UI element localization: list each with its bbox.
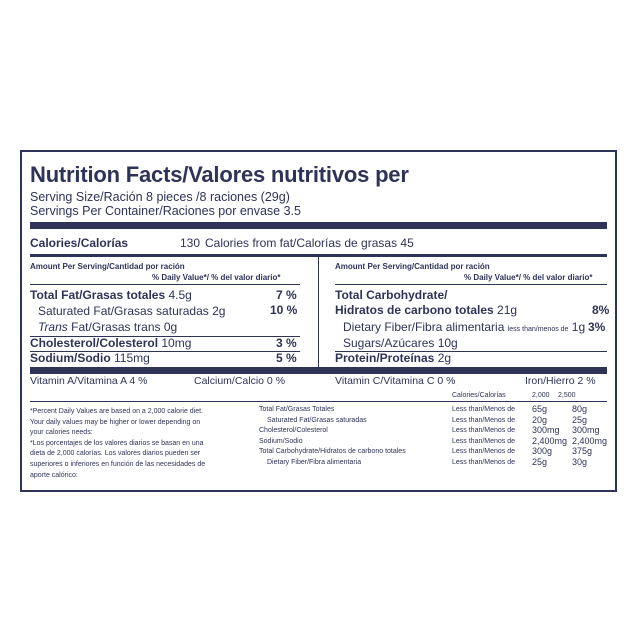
footnote-nutrients bbox=[259, 405, 406, 469]
sugars: Sugars/Azúcares 10g bbox=[343, 336, 458, 350]
footnote-es-4: aporte calórico: bbox=[30, 471, 78, 479]
sodium-dv: 5 % bbox=[276, 351, 297, 365]
footnote-text bbox=[30, 407, 205, 481]
footnote-en-3: your calories needs: bbox=[30, 429, 93, 437]
thick-rule-vitamins bbox=[30, 367, 607, 374]
column-divider bbox=[318, 257, 319, 367]
sodium-amount: 115mg bbox=[114, 351, 150, 365]
servings-per-container: Servings Per Container/Raciones por envase 3.5 bbox=[30, 204, 301, 218]
footnote-2000-values bbox=[532, 404, 567, 468]
protein-row bbox=[335, 351, 451, 365]
trans-fat-label: Fat/Grasas trans 0g bbox=[71, 320, 178, 334]
nutrition-facts-panel bbox=[20, 150, 617, 492]
cholesterol-amount: 10mg bbox=[161, 336, 192, 350]
footnote-es-3: superiores o inferiores en función de las necesidades de bbox=[30, 460, 206, 468]
footnote-row-v2: 25g bbox=[572, 414, 588, 425]
footnote-row-cond: Less than/Menos de bbox=[452, 437, 516, 445]
footnote-row-cond: Less than/Menos de bbox=[452, 427, 516, 435]
fiber-amount: 1g bbox=[571, 320, 586, 334]
total-fat-amount: 4.5g bbox=[168, 288, 192, 302]
fiber-dv: 3% bbox=[588, 320, 606, 334]
footnote-row-v2: 300mg bbox=[572, 425, 600, 436]
footnote-row-name: Total Fat/Grasas Totales bbox=[259, 406, 335, 413]
saturated-fat-dv: 10 % bbox=[270, 303, 298, 317]
total-carb-label: Total Carbohydrate/ bbox=[335, 288, 448, 302]
calcium: Calcium/Calcio 0 % bbox=[194, 375, 286, 387]
vitamin-a: Vitamin A/Vitamina A 4 % bbox=[30, 375, 148, 387]
cholesterol-row bbox=[30, 336, 191, 350]
footnote-cal-header: Calories/Calorías bbox=[452, 392, 506, 399]
total-carb-label-2: Hidratos de carbono totales bbox=[335, 303, 494, 317]
protein-label: Protein/Proteínas bbox=[335, 351, 435, 365]
footnote-row-cond: Less than/Menos de bbox=[452, 448, 516, 456]
page-title: Nutrition Facts/Valores nutritivos per bbox=[30, 162, 409, 187]
footnote-row-v1: 2,400mg bbox=[532, 435, 568, 446]
footnote-row-name: Saturated Fat/Grasas saturadas bbox=[267, 416, 367, 424]
right-amount-header: Amount Per Serving/Cantidad por ración bbox=[335, 262, 490, 271]
footnote-2500-values bbox=[572, 404, 607, 468]
left-divider bbox=[30, 284, 300, 285]
footnote-row-v1: 25g bbox=[532, 456, 548, 467]
left-amount-header: Amount Per Serving/Cantidad por ración bbox=[30, 262, 185, 271]
footnote-row-v2: 80g bbox=[572, 404, 588, 414]
left-dv-header: % Daily Value*/ % del valor diario* bbox=[152, 273, 281, 282]
calories-from-fat: Calories from fat/Calorías de grasas 45 bbox=[205, 236, 414, 250]
footnote-row-v1: 300g bbox=[532, 446, 553, 457]
saturated-fat: Saturated Fat/Grasas saturadas 2g bbox=[38, 304, 226, 318]
footnote-row-v1: 65g bbox=[532, 404, 548, 414]
right-dv-header: % Daily Value*/ % del valor diario* bbox=[464, 273, 593, 282]
footnote-row-name: Total Carbohydrate/Hidratos de carbono totales bbox=[259, 448, 406, 456]
fiber-row bbox=[343, 320, 585, 334]
sodium-label: Sodium/Sodio bbox=[30, 351, 111, 365]
footnote-en-2: Your daily values may be higher or lower depending on bbox=[30, 418, 201, 426]
footnote-row-name: Dietary Fiber/Fibra alimentaria bbox=[267, 458, 362, 466]
footnote-row-v2: 375g bbox=[572, 446, 593, 457]
footnote-rule bbox=[30, 401, 607, 402]
footnote-row-cond: Less than/Menos de bbox=[452, 406, 516, 413]
fiber-label: Dietary Fiber/Fibra alimentaria bbox=[343, 320, 505, 334]
footnote-row-v1: 20g bbox=[532, 414, 548, 425]
cholesterol-label: Cholesterol/Colesterol bbox=[30, 336, 159, 350]
right-divider bbox=[335, 284, 607, 285]
total-fat-row bbox=[30, 288, 192, 302]
footnote-row-name: Cholesterol/Colesterol bbox=[259, 427, 328, 435]
calories-value: 130 bbox=[180, 236, 201, 250]
footnote-row-v1: 300mg bbox=[532, 425, 560, 436]
trans-label: Trans bbox=[38, 320, 68, 334]
total-carb-row bbox=[335, 303, 517, 317]
footnote-es-2: dieta de 2,000 calorías. Los valores diarios pueden ser bbox=[30, 450, 201, 458]
fiber-less-than: less than/menos de bbox=[507, 326, 569, 333]
footnote-row-name: Sodium/Sodio bbox=[259, 437, 303, 445]
footnote-row-v2: 30g bbox=[572, 456, 588, 467]
thick-rule-top bbox=[30, 222, 607, 229]
total-fat-dv: 7 % bbox=[276, 288, 297, 302]
protein-amount: 2g bbox=[437, 351, 452, 365]
iron: Iron/Hierro 2 % bbox=[525, 375, 596, 387]
vitamin-c: Vitamin C/Vitamina C 0 % bbox=[335, 375, 456, 387]
trans-fat bbox=[38, 320, 177, 334]
footnote-row-cond: Less than/Menos de bbox=[452, 416, 516, 424]
footnote-row-v2: 2,400mg bbox=[572, 435, 608, 446]
footnote-conditions bbox=[452, 405, 515, 469]
footnote-2500: 2,500 bbox=[558, 392, 576, 399]
total-carb-dv: 8% bbox=[592, 303, 610, 317]
serving-size: Serving Size/Ración 8 pieces /8 raciones (29g) bbox=[30, 190, 290, 204]
footnote-es-1: *Los porcentajes de los valores diarios se basan en una bbox=[30, 439, 204, 447]
total-carb-amount: 21g bbox=[497, 303, 518, 317]
total-fat-label: Total Fat/Grasas totales bbox=[30, 288, 166, 302]
sodium-row bbox=[30, 351, 150, 365]
calories-label: Calories/Calorías bbox=[30, 236, 129, 250]
footnote-2000: 2,000 bbox=[532, 392, 550, 399]
footnote-en-1: *Percent Daily Values are based on a 2,000 calorie diet. bbox=[30, 408, 204, 415]
footnote-row-cond: Less than/Menos de bbox=[452, 458, 516, 466]
cholesterol-dv: 3 % bbox=[276, 336, 297, 350]
